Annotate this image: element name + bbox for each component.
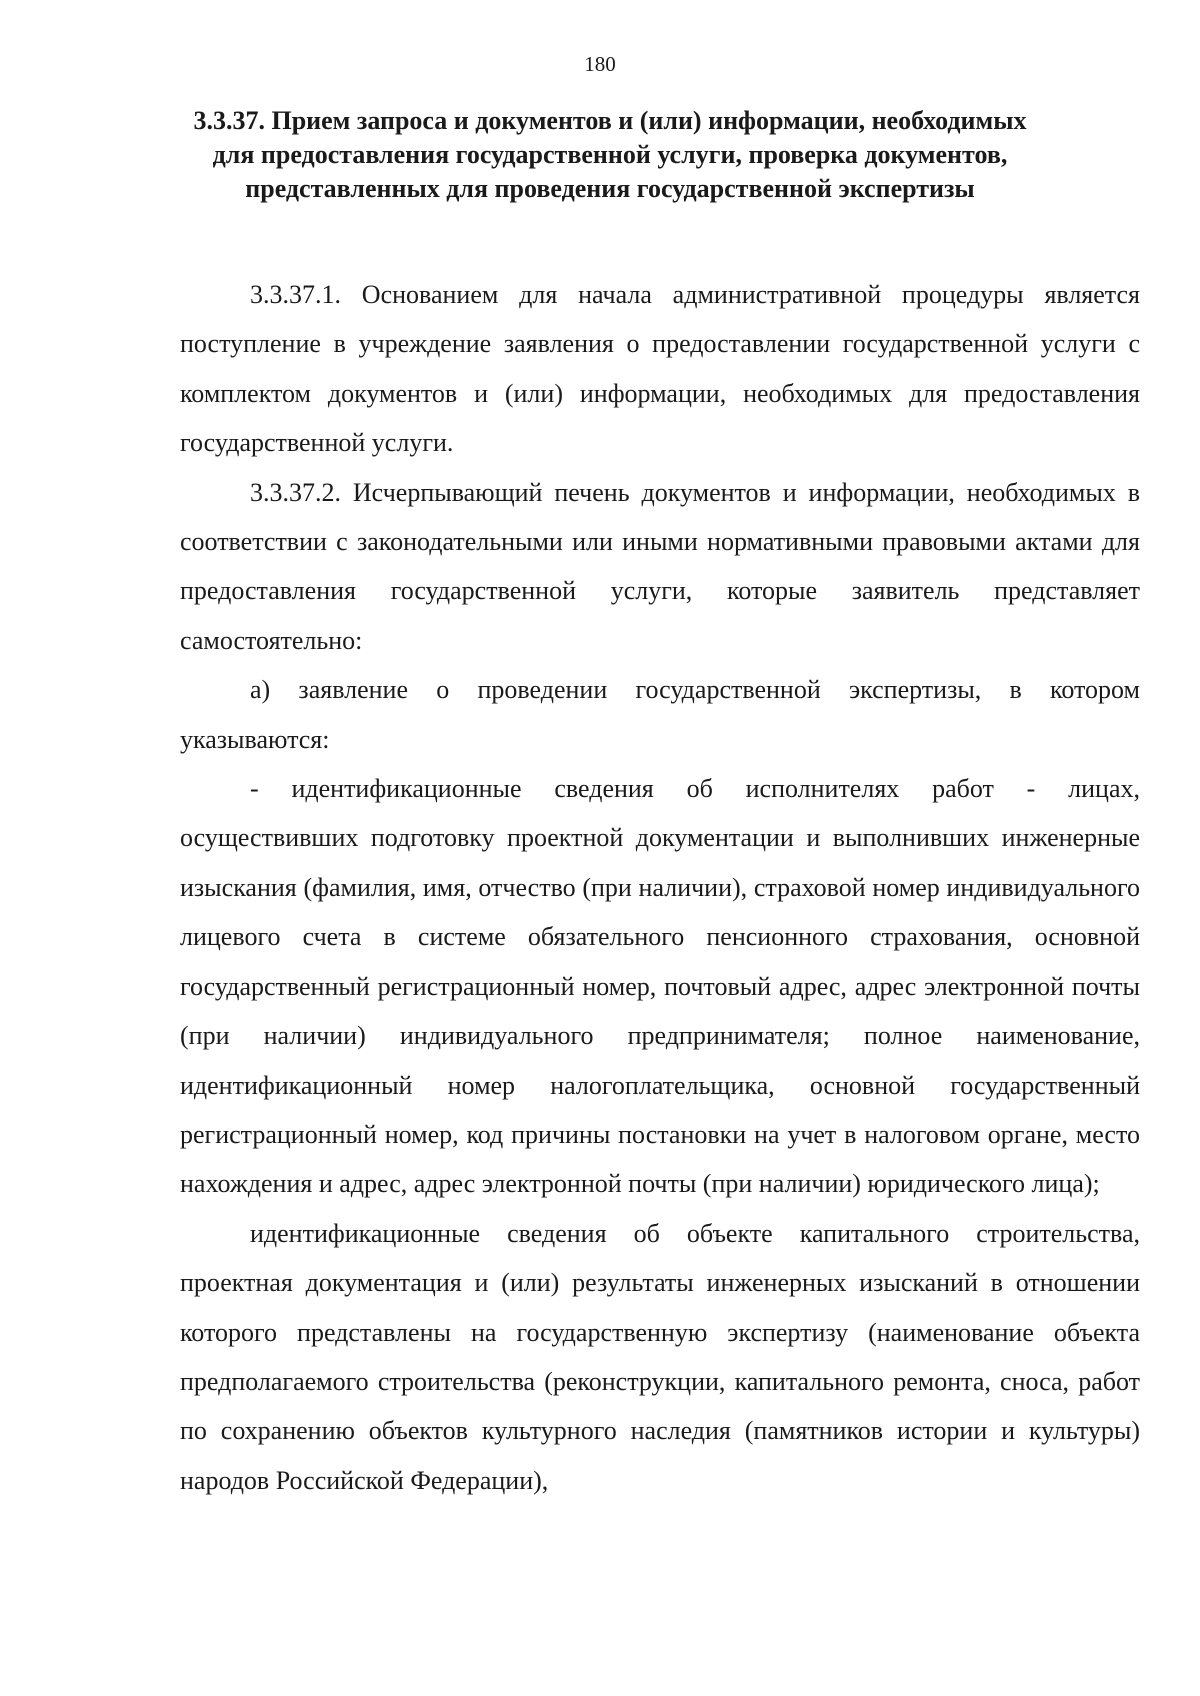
document-body [180, 270, 1140, 1505]
section-heading: 3.3.37. Прием запроса и документов и (или) информации, необходимых для предоставления государственной услуги, проверка документов, представленных для проведения государственной экспертизы [193, 106, 1027, 203]
page-number: 180 [584, 52, 616, 76]
paragraph-contractor-info: - идентификационные сведения об исполнителях работ - лицах, осуществивших подготовку проектной документации и выполнивших инженерные изыскания (фамилия, имя, отчество (при наличии), страховой номер индивидуального лицевого счета в системе обязательного пенсионного страхования, основной государственный регистрационный номер, почтовый адрес, адрес электронной почты (при наличии) индивидуального предпринимателя; полное наименование, идентификационный номер налогоплательщика, основной государственный регистрационный номер, код причины постановки на учет в налоговом органе, место нахождения и адрес, адрес электронной почты (при наличии) юридического лица); [180, 774, 1140, 1199]
paragraph-basis: 3.3.37.1. Основанием для начала административной процедуры является поступление в учреждение заявления о предоставлении государственной услуги с комплектом документов и (или) информации, необходимых для предоставления государственной услуги. [180, 280, 1140, 458]
paragraph-object-info: идентификационные сведения об объекте капитального строительства, проектная документация и (или) результаты инженерных изысканий в отношении которого представлены на государственную экспертизу (наименование объекта предполагаемого строительства (реконструкции, капитального ремонта, сноса, работ по сохранению объектов культурного наследия (памятников истории и культуры) народов Российской Федерации), [180, 1218, 1140, 1495]
paragraph-document-list: 3.3.37.2. Исчерпывающий печень документов и информации, необходимых в соответствии с законодательными или иными нормативными правовыми актами для предоставления государственной услуги, которые заявитель представляет самостоятельно: [180, 477, 1140, 655]
paragraph-item-a: а) заявление о проведении государственной экспертизы, в котором указываются: [180, 675, 1140, 754]
